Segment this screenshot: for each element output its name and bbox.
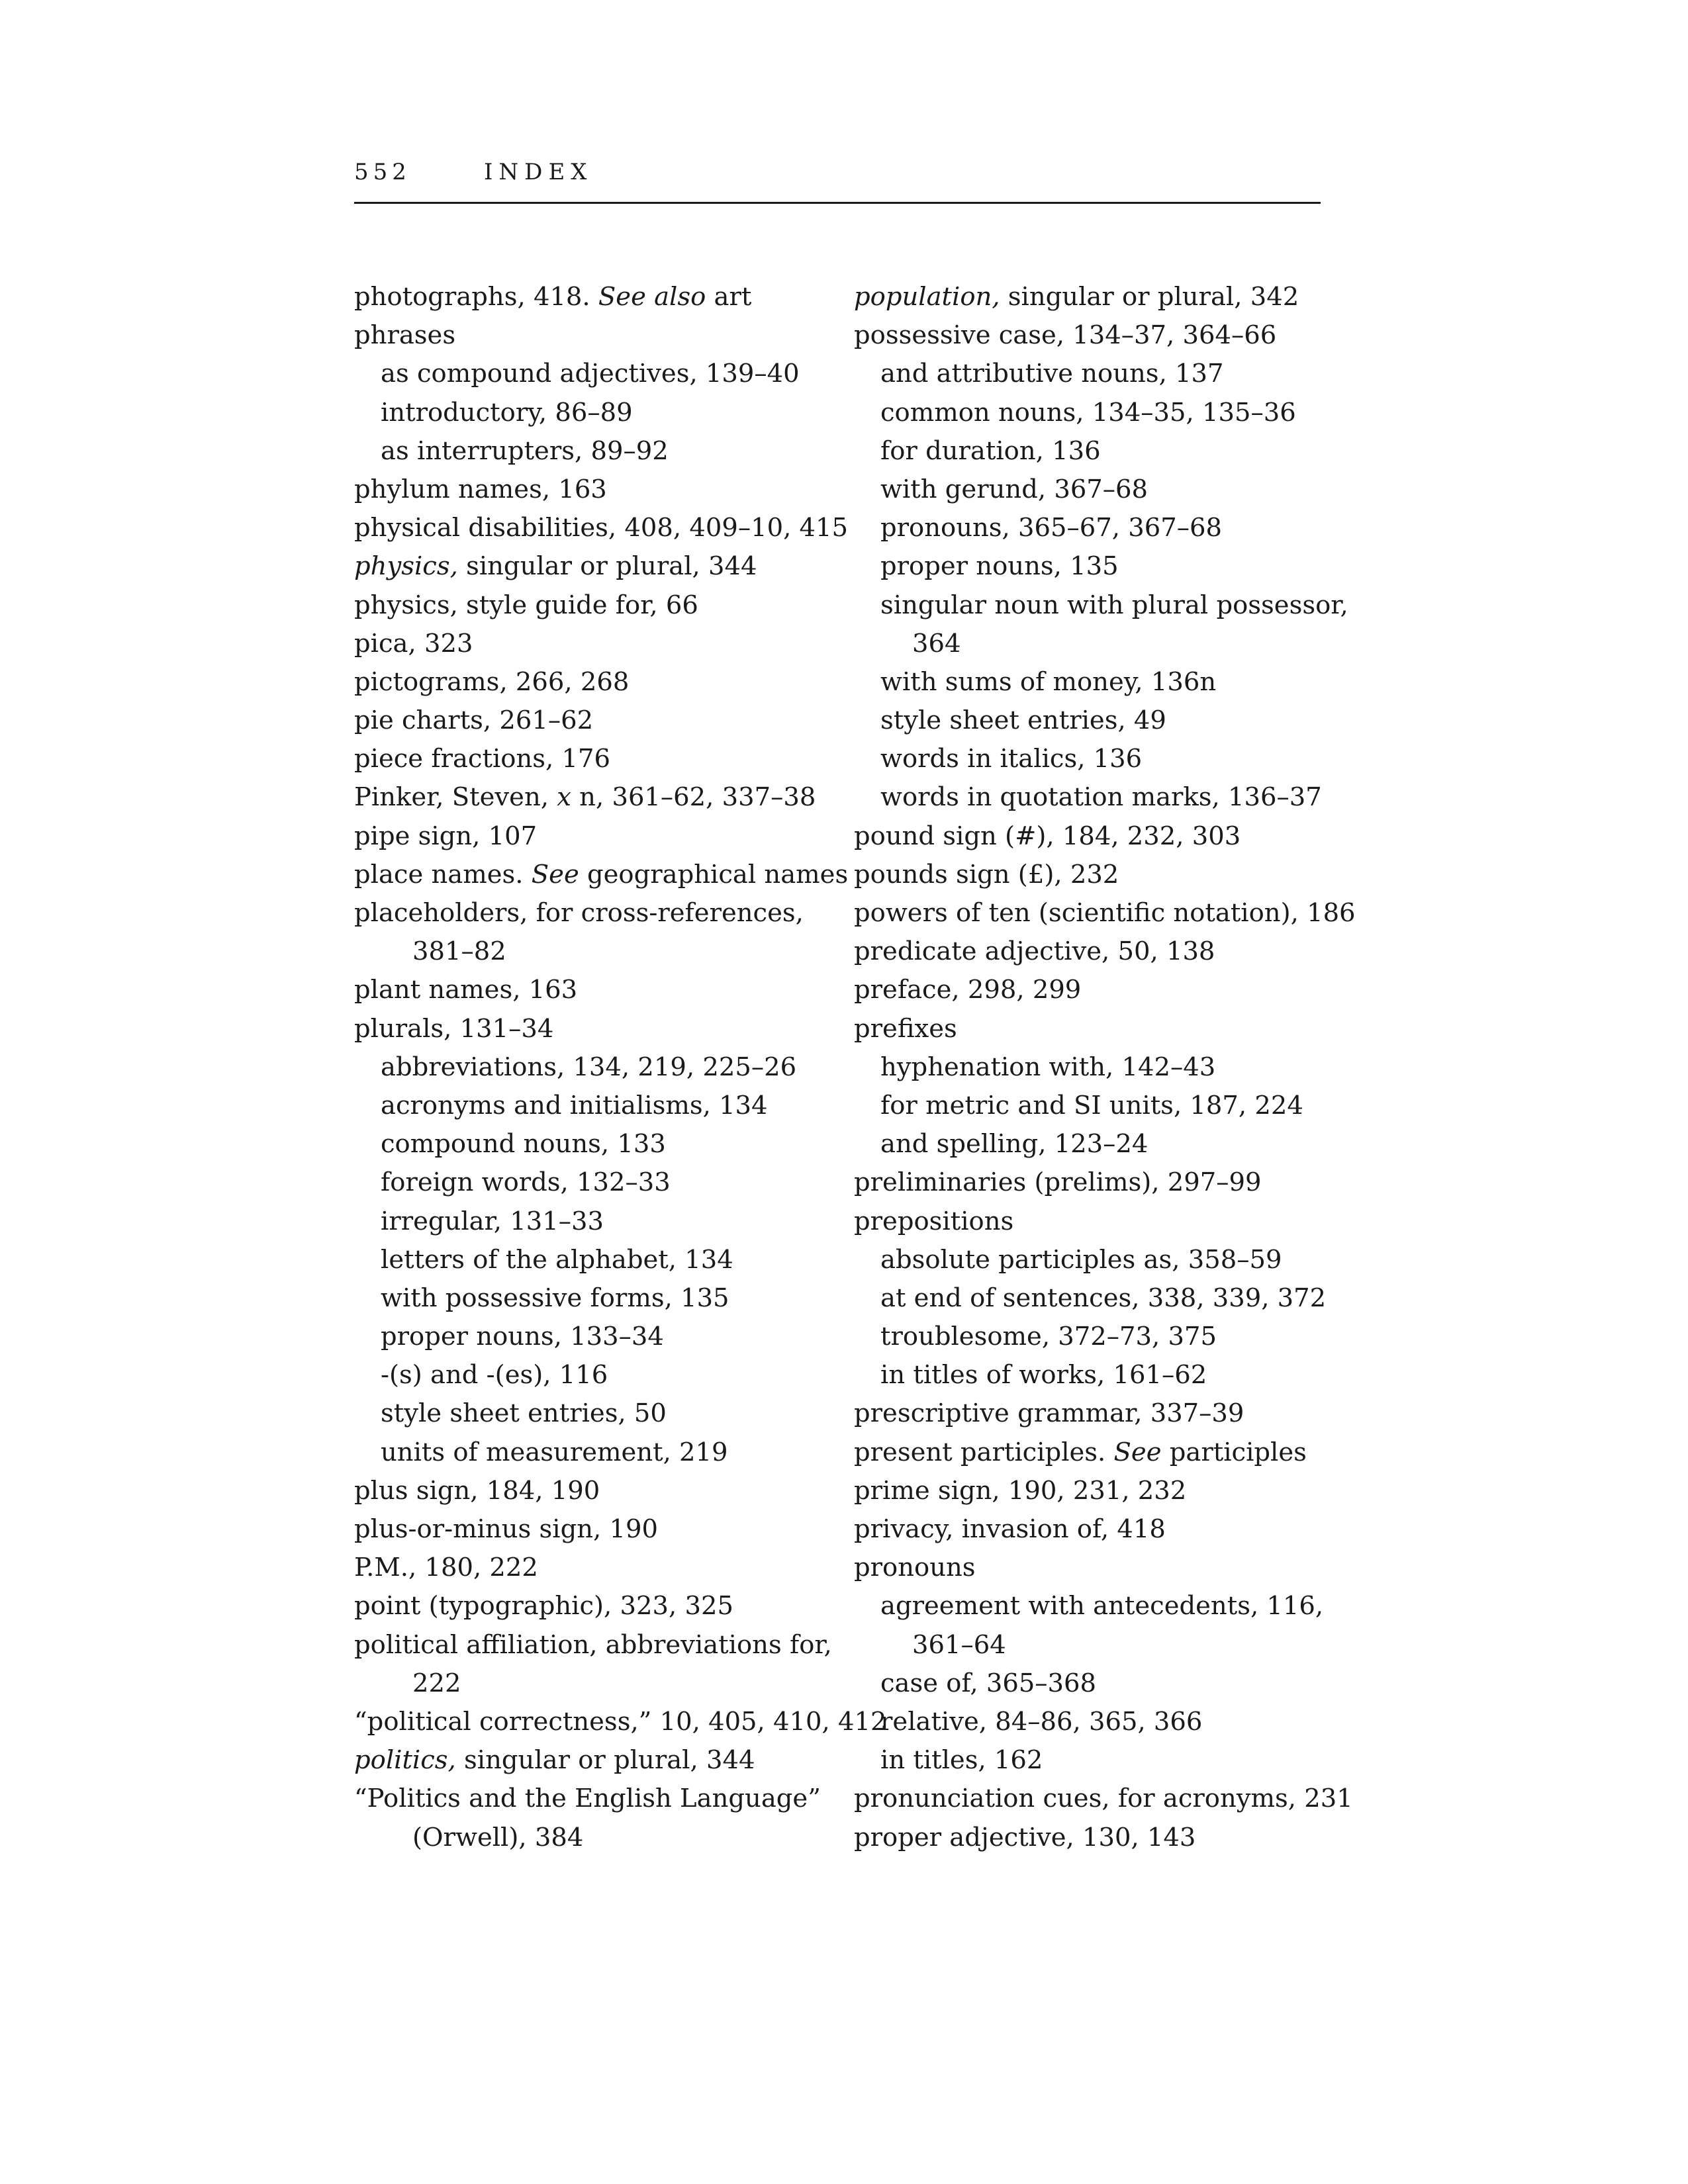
index-subentry (354, 1125, 831, 1163)
index-text: plus sign, 184, 190 (354, 1475, 600, 1506)
index-entry (354, 817, 831, 856)
index-text: units of measurement, 219 (381, 1437, 728, 1467)
index-text: preface, 298, 299 (854, 975, 1082, 1005)
index-text: hyphenation with, 142–43 (880, 1052, 1216, 1082)
index-entry (354, 1549, 831, 1587)
index-text-italic: population, (854, 282, 1000, 312)
index-subentry (354, 355, 831, 393)
index-text: case of, 365–368 (880, 1668, 1097, 1698)
index-entry (854, 278, 1331, 316)
index-text: style sheet entries, 49 (880, 705, 1166, 736)
index-text: relative, 84–86, 365, 366 (880, 1706, 1203, 1737)
index-column-right (854, 278, 1356, 1857)
index-subentry (854, 1356, 1331, 1394)
index-entry (354, 1472, 831, 1510)
index-text: political affiliation, abbreviations for, (354, 1629, 832, 1660)
index-text: plus-or-minus sign, 190 (354, 1514, 658, 1544)
index-subentry (854, 432, 1331, 471)
index-entry (354, 702, 831, 740)
index-subentry (854, 1703, 1331, 1741)
index-entry (354, 625, 831, 663)
index-entry (354, 586, 831, 625)
index-column-left (354, 278, 887, 1857)
index-entry (354, 1741, 831, 1780)
index-subentry (354, 432, 831, 471)
index-text: with sums of money, 136n (880, 666, 1217, 697)
index-text: prescriptive grammar, 337–39 (854, 1398, 1244, 1429)
index-text: words in italics, 136 (880, 744, 1143, 774)
index-subentry (854, 702, 1331, 740)
index-text: absolute participles as, 358–59 (880, 1244, 1282, 1275)
index-text: geographical names (579, 859, 849, 889)
index-subentry (854, 1587, 1331, 1625)
index-text-italic: See (531, 859, 579, 889)
index-subentry (354, 1087, 831, 1125)
index-text: at end of sentences, 338, 339, 372 (880, 1283, 1327, 1313)
index-text: n, 361–62, 337–38 (571, 782, 816, 813)
index-text: singular or plural, 344 (455, 1745, 755, 1776)
index-entry (854, 1433, 1331, 1472)
index-entry (854, 1549, 1331, 1587)
index-text: compound nouns, 133 (381, 1129, 666, 1160)
index-text-italic: physics, (354, 551, 458, 582)
index-text: preliminaries (prelims), 297–99 (854, 1167, 1262, 1198)
index-entry (354, 971, 831, 1009)
index-text: proper nouns, 135 (880, 551, 1119, 582)
index-text: pound sign (#), 184, 232, 303 (854, 821, 1241, 851)
index-entry (854, 1394, 1331, 1433)
index-subentry (854, 1318, 1331, 1356)
index-subentry (354, 394, 831, 432)
index-text: physics, style guide for, 66 (354, 590, 698, 620)
index-entry (854, 1163, 1331, 1202)
index-text: piece fractions, 176 (354, 744, 610, 774)
index-text: photographs, 418. (354, 282, 598, 312)
index-subentry (854, 355, 1331, 393)
index-subentry (854, 1087, 1331, 1125)
index-subentry (854, 471, 1331, 509)
index-subentry (354, 1318, 831, 1356)
running-header (354, 159, 1321, 205)
index-entry (354, 509, 849, 547)
header-rule (354, 202, 1321, 204)
index-text: privacy, invasion of, 418 (854, 1514, 1166, 1544)
index-text: phylum names, 163 (354, 474, 607, 504)
index-subentry (354, 1394, 831, 1433)
index-entry (354, 663, 831, 702)
index-text: troublesome, 372–73, 375 (880, 1322, 1217, 1352)
index-text: acronyms and initialisms, 134 (381, 1090, 768, 1120)
index-text: prime sign, 190, 231, 232 (854, 1475, 1187, 1506)
index-subentry (354, 1279, 831, 1318)
index-text-italic: See also (598, 282, 706, 312)
index-text: pronunciation cues, for acronyms, 231 (854, 1784, 1353, 1814)
index-text: foreign words, 132–33 (381, 1167, 671, 1198)
index-text: and spelling, 123–24 (880, 1129, 1149, 1160)
index-entry-continuation (354, 1819, 831, 1857)
index-entry (854, 971, 1331, 1009)
index-entry (854, 1780, 1353, 1818)
index-subentry (354, 1163, 831, 1202)
index-text: proper adjective, 130, 143 (854, 1822, 1196, 1852)
index-text: as compound adjectives, 139–40 (381, 359, 800, 389)
index-entry (354, 1780, 831, 1818)
index-text-italic: x (557, 782, 571, 813)
index-text: plurals, 131–34 (354, 1013, 554, 1044)
index-text: singular noun with plural possessor, (880, 590, 1348, 620)
index-entry (354, 547, 831, 586)
index-text: prefixes (854, 1013, 957, 1044)
index-text: in titles, 162 (880, 1745, 1043, 1776)
index-text: placeholders, for cross-references, (354, 898, 804, 928)
index-text-italic: politics, (354, 1745, 456, 1776)
index-entry (354, 1510, 831, 1549)
index-text: abbreviations, 134, 219, 225–26 (381, 1052, 797, 1082)
index-text: as interrupters, 89–92 (381, 435, 669, 466)
running-head: INDEX (484, 159, 593, 185)
index-text: prepositions (854, 1206, 1014, 1236)
index-subentry (854, 394, 1331, 432)
index-text: pica, 323 (354, 628, 473, 659)
index-entry (354, 1010, 831, 1048)
page-number: 552 (354, 159, 411, 185)
index-entry (854, 316, 1331, 355)
index-entry (854, 1819, 1331, 1857)
index-text: -(s) and -(es), 116 (381, 1360, 608, 1390)
index-entry (354, 740, 831, 778)
index-entry (854, 894, 1356, 933)
index-text: introductory, 86–89 (381, 397, 633, 428)
index-entry-continuation (354, 1664, 831, 1703)
index-entry (854, 1010, 1331, 1048)
index-text: P.M., 180, 222 (354, 1553, 538, 1583)
index-subentry (854, 663, 1331, 702)
index-entry (854, 817, 1331, 856)
index-text: with possessive forms, 135 (381, 1283, 729, 1313)
index-text: 381–82 (412, 936, 506, 967)
index-text: 222 (412, 1668, 461, 1698)
index-entry-continuation (854, 625, 1331, 663)
index-text: irregular, 131–33 (381, 1206, 604, 1236)
index-text: art (706, 282, 752, 312)
index-subentry (854, 1279, 1331, 1318)
index-text: agreement with antecedents, 116, (880, 1591, 1324, 1621)
index-text: predicate adjective, 50, 138 (854, 936, 1215, 967)
index-text: letters of the alphabet, 134 (381, 1244, 733, 1275)
index-text-italic: See (1113, 1437, 1162, 1467)
index-subentry (354, 1433, 831, 1472)
index-entry (854, 1510, 1331, 1549)
index-text: point (typographic), 323, 325 (354, 1591, 733, 1621)
index-subentry (854, 1241, 1331, 1279)
index-text: 361–64 (912, 1629, 1006, 1660)
index-subentry (854, 509, 1331, 547)
index-entry (354, 471, 831, 509)
index-subentry (354, 1241, 831, 1279)
index-entry-continuation (354, 933, 831, 971)
index-text: pronouns (854, 1553, 976, 1583)
index-subentry (854, 1664, 1331, 1703)
index-entry (354, 1587, 831, 1625)
index-subentry (854, 1741, 1331, 1780)
index-text: “political correctness,” 10, 405, 410, 412 (354, 1706, 887, 1737)
index-text: “Politics and the English Language” (354, 1784, 821, 1814)
index-entry (854, 1203, 1331, 1241)
index-entry (354, 856, 849, 894)
index-text: pounds sign (£), 232 (854, 859, 1119, 889)
index-text: physical disabilities, 408, 409–10, 415 (354, 513, 849, 543)
index-text: possessive case, 134–37, 364–66 (854, 320, 1277, 351)
index-text: participles (1161, 1437, 1307, 1467)
index-text: pronouns, 365–67, 367–68 (880, 513, 1222, 543)
index-text: pictograms, 266, 268 (354, 666, 630, 697)
index-entry (354, 278, 831, 316)
index-entry (854, 1472, 1331, 1510)
index-text: 364 (912, 628, 961, 659)
index-text: for duration, 136 (880, 435, 1101, 466)
index-text: pipe sign, 107 (354, 821, 538, 851)
index-subentry (854, 1125, 1331, 1163)
index-text: Pinker, Steven, (354, 782, 557, 813)
index-text: plant names, 163 (354, 975, 578, 1005)
index-text: singular or plural, 342 (1000, 282, 1299, 312)
index-subentry (854, 586, 1348, 625)
index-subentry (354, 1356, 831, 1394)
index-text: in titles of works, 161–62 (880, 1360, 1207, 1390)
index-subentry (354, 1203, 831, 1241)
index-text: present participles. (854, 1437, 1114, 1467)
index-subentry (854, 547, 1331, 586)
index-subentry (854, 778, 1331, 817)
index-entry-continuation (854, 1626, 1331, 1664)
index-subentry (854, 1048, 1331, 1087)
index-entry (354, 778, 831, 817)
index-text: phrases (354, 320, 456, 351)
index-text: words in quotation marks, 136–37 (880, 782, 1322, 813)
index-text: and attributive nouns, 137 (880, 359, 1224, 389)
index-text: common nouns, 134–35, 135–36 (880, 397, 1296, 428)
index-text: pie charts, 261–62 (354, 705, 594, 736)
index-entry (354, 894, 831, 933)
index-entry (354, 1703, 887, 1741)
index-text: singular or plural, 344 (457, 551, 757, 582)
index-entry (854, 856, 1331, 894)
index-text: proper nouns, 133–34 (381, 1322, 664, 1352)
index-subentry (854, 740, 1331, 778)
index-text: style sheet entries, 50 (381, 1398, 667, 1429)
index-text: (Orwell), 384 (412, 1822, 584, 1852)
index-text: powers of ten (scientific notation), 186 (854, 898, 1356, 928)
index-text: place names. (354, 859, 532, 889)
index-text: with gerund, 367–68 (880, 474, 1149, 504)
index-subentry (354, 1048, 831, 1087)
index-entry (854, 933, 1331, 971)
index-text: for metric and SI units, 187, 224 (880, 1090, 1303, 1120)
index-entry (354, 1626, 831, 1664)
index-entry (354, 316, 831, 355)
